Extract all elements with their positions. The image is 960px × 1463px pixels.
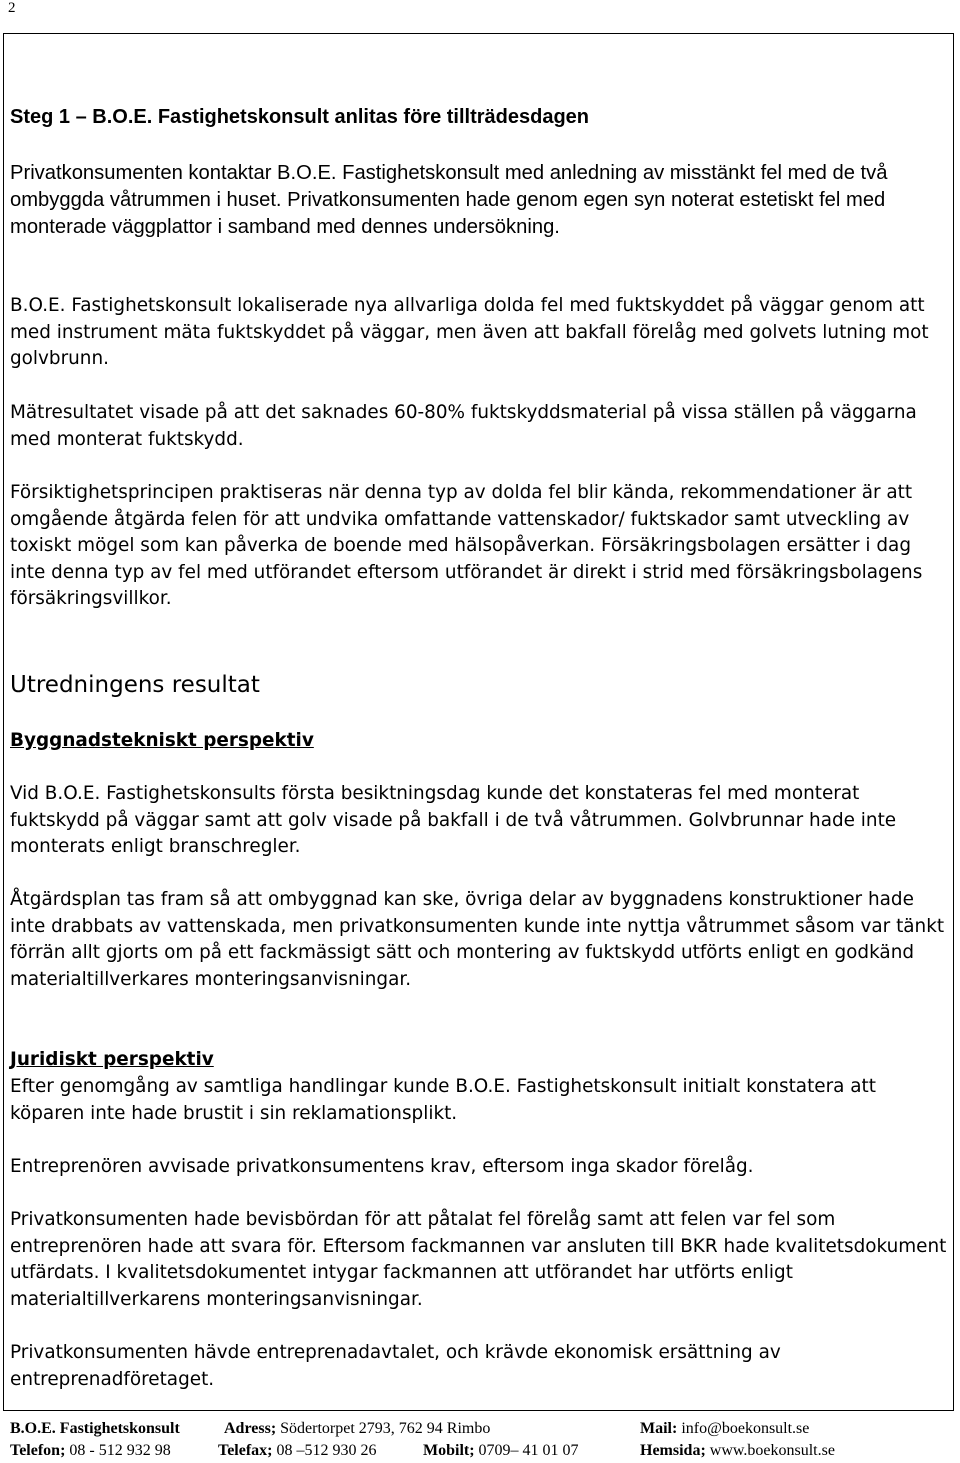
paragraph-termination: Privatkonsumenten hävde entreprenadavtalet, och krävde ekonomisk ersättning av entreprenadföretaget. (10, 1342, 781, 1390)
paragraph-action-plan: Åtgärdsplan tas fram så att ombyggnad kan ske, övriga delar av byggnadens konstruktioner hade inte drabbats av vattenskada, men privatkonsumenten kunde inte nyttja våtrummet såsom var tänkt förrän allt gjorts om på ett fackmässigt sätt och montering av fuktskydd utförts enligt en godkänd materialtillverkares monteringsanvisningar. (10, 889, 945, 990)
paragraph-precaution: Försiktighetsprincipen praktiseras när denna typ av dolda fel blir kända, rekommendationer är att omgående åtgärda felen för att undvika omfattande vattenskador/ fuktskador samt utveckling av toxiskt mögel som kan påverka de boende med hälsopåverkan. Försäkringsbolagen ersätter i dag inte denna typ av fel med utförandet eftersom utförandet är direkt i strid med försäkringsbolagens försäkringsvillkor. (10, 482, 923, 609)
footer-company: B.O.E. Fastighetskonsult (10, 1420, 180, 1437)
step-heading: Steg 1 – B.O.E. Fastighetskonsult anlitas före tillträdesdagen (10, 106, 590, 128)
paragraph-findings: B.O.E. Fastighetskonsult lokaliserade nya allvarliga dolda fel med fuktskyddet på väggar genom att med instrument mäta fuktskyddet på väggar, men även att bakfall förelåg med golvets lutning mot golvbrunn. (10, 295, 929, 369)
intro-paragraph: Privatkonsumenten kontaktar B.O.E. Fastighetskonsult med anledning av misstänkt fel med de två ombyggda våtrummen i huset. Privatkonsumenten hade genom egen syn noterat estetiskt fel med monterade väggplattor i samband med dennes undersökning. (10, 162, 888, 238)
footer-address: Adress; Södertorpet 2793, 762 94 Rimbo (224, 1420, 491, 1437)
paragraph-contractor: Entreprenören avvisade privatkonsumentens krav, eftersom inga skador förelåg. (10, 1156, 754, 1177)
footer-fax: Telefax; 08 –512 930 26 (218, 1442, 377, 1459)
footer-row-2 (10, 1441, 960, 1463)
paragraph-review: Efter genomgång av samtliga handlingar kunde B.O.E. Fastighetskonsult initialt konstatera att köparen inte hade brustit i sin reklamationsplikt. (10, 1076, 876, 1124)
subheading-building: Byggnadstekniskt perspektiv (10, 730, 314, 751)
footer-phone: Telefon; 08 - 512 932 98 (10, 1442, 171, 1459)
footer-row-1 (10, 1419, 960, 1441)
paragraph-inspection: Vid B.O.E. Fastighetskonsults första besiktningsdag kunde det konstateras fel med monterat fuktskydd på väggar samt att golv visade på bakfall i de två våtrummen. Golvbrunnar hade inte monterats enligt branschregler. (10, 783, 897, 857)
footer-web: Hemsida; www.boekonsult.se (640, 1442, 835, 1459)
subheading-legal: Juridiskt perspektiv (10, 1049, 214, 1070)
footer-mail: Mail: info@boekonsult.se (640, 1420, 810, 1437)
paragraph-burden-of-proof: Privatkonsumenten hade bevisbördan för att påtalat fel förelåg samt att felen var fel som entreprenören hade att svara för. Eftersom fackmannen var ansluten till BKR hade kvalitetsdokument utfärdats. I kvalitetsdokumentet intygar fackmannen att utförandet har utförts enligt materialtillverkarens monteringsanvisningar. (10, 1209, 947, 1310)
page-number: 2 (8, 0, 16, 16)
footer (10, 1419, 960, 1463)
section-title: Utredningens resultat (10, 672, 260, 698)
footer-mobile: Mobilt; 0709– 41 01 07 (423, 1442, 579, 1459)
paragraph-measurement: Mätresultatet visade på att det saknades 60-80% fuktskyddsmaterial på vissa ställen på väggarna med monterat fuktskydd. (10, 402, 917, 450)
